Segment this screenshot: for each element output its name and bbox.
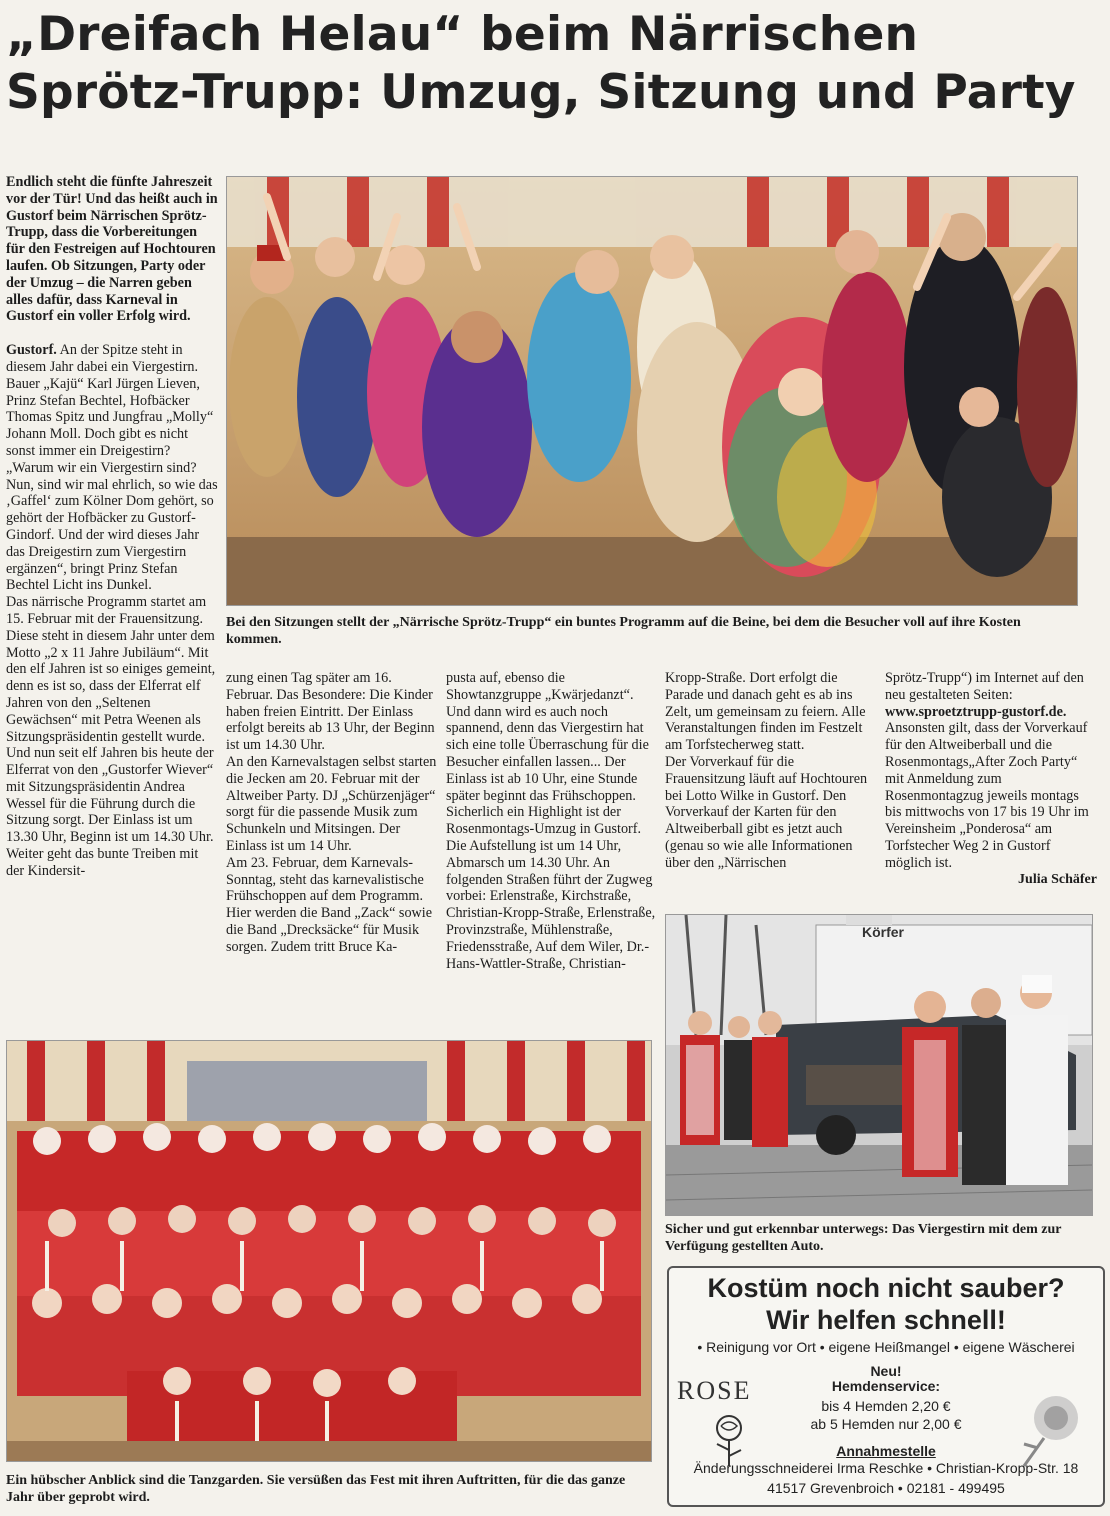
headline [6, 6, 1106, 122]
body-paragraph [6, 342, 218, 594]
tanzgarde-image [7, 1041, 651, 1461]
dance-group-photo [6, 1040, 652, 1462]
ad-price-2: ab 5 Hemden nur 2,00 € [810, 1416, 962, 1432]
car-photo [665, 914, 1093, 1216]
body-paragraph [885, 670, 1097, 872]
author-byline: Julia Schäfer [1018, 871, 1097, 887]
ad-annahmestelle: Annahmestelle [836, 1443, 936, 1459]
ad-services: • Reinigung vor Ort • eigene Heißmangel • eigene Wäscherei [697, 1339, 1075, 1355]
body-paragraph: Sicherlich ein Highlight ist der Rosenmontags-Umzug in Gustorf. Die Aufstellung ist um 14 Uhr, Abmarsch um 14.30 Uhr. An folgenden Straßen führt der Zugweg vorbei: Erlenstraße, Kirchstraße, Christian-Kropp-Straße, Erlenstraße, Provinzstraße, Mühlenstraße, Friedensstraße, Auf dem Wiler, Dr.-Hans-Wattler-Straße, Christian- [446, 804, 656, 972]
body-text: Ansonsten gilt, dass der Vorverkauf für den Altweiberball und die Rosenmontags„After Zoch Party“ mit Anmeldung zum Rosenmontagzug jeweils montags bis mittwochs von 17 bis 19 Uhr im Vereinsheim „Ponderosa“ am Torfstecher Weg 2 in Gustorf möglich ist. [885, 720, 1089, 871]
ad-new-label: Neu! [870, 1363, 902, 1379]
body-paragraph: zung einen Tag später am 16. Februar. Das Besondere: Die Kinder haben freien Eintritt. Der Einlass erfolgt bereits ab 13 Uhr, der Beginn ist um 14.30 Uhr. [226, 670, 435, 754]
dance-photo-caption: Ein hübscher Anblick sind die Tanzgarden. Sie versüßen das Fest mit ihren Auftritten, für die das ganze Jahr über geprobt wird. [6, 1473, 626, 1505]
body-text: An der Spitze steht in diesem Jahr dabei ein Viergestirn. Bauer „Kajü“ Karl Jürgen Lieven, Prinz Stefan Bechtel, Hofbäcker Thomas Spitz und Jungfrau „Molly“ Johann Moll. Doch gibt es nicht sonst immer ein Dreigestirn? „Warum wir ein Viergestirn sind? Nun, sind wir mal ehrlich, so wie das ‚Gaffel‘ zum Kölner Dom gehört, so gehört der Hofbäcker zu Gustorf-Gindorf. Und der wird dieses Jahr das Dreigestirn zum Viergestirn ergänzen“, bringt Prinz Stefan Bechtel Licht ins Dunkel. [6, 342, 218, 594]
body-paragraph: Das närrische Programm startet am 15. Februar mit der Frauensitzung. Diese steht in diesem Jahr unter dem Motto „2 x 11 Jahre Jubiläum“. Mit den elf Jahren ist so einiges gemeint, denn es ist so, dass der Elferrat elf Jahren von den „Seltenen Gewächsen“ mit Petra Weenen als Sitzungspräsidentin gestellt wurde. Und nun seit elf Jahren bis heute der Elferrat von den „Gustorfer Wiever“ mit Sitzungspräsidentin Andrea Wessel für die Führung durch die Sitzung sorgt. Der Einlass ist um 13.30 Uhr, Beginn ist um 14.30 Uhr. Weiter geht das bunte Treiben mit der Kindersit- [6, 594, 216, 879]
car-photo-caption: Sicher und gut erkennbar unterwegs: Das Viergestirn mit dem zur Verfügung gestellten Auto. [665, 1222, 1062, 1254]
dateline: Gustorf. [6, 342, 57, 359]
main-photo-caption: Bei den Sitzungen stellt der „Närrische Sprötz-Trupp“ ein buntes Programm auf die Beine, bei dem die Besucher voll auf ihre Kosten kommen. [226, 615, 1021, 647]
car-sign-text: Körfer [862, 924, 905, 940]
carnival-stage-image [227, 177, 1077, 605]
body-text: Sprötz-Trupp“) im Internet auf den neu gestalteten Seiten: [885, 670, 1084, 703]
ad-address: Änderungsschneiderei Irma Reschke • Christian-Kropp-Str. 18 [693, 1460, 1079, 1476]
article-column-3 [446, 670, 658, 972]
main-photo [226, 176, 1078, 606]
article-column-5 [885, 670, 1097, 888]
viergestirn-car-image [666, 915, 1092, 1215]
headline-line-1: „Dreifach Helau“ beim Närrischen [6, 7, 919, 62]
lead-paragraph: Endlich steht die fünfte Jahreszeit vor der Tür! Und das heißt auch in Gustorf beim Närrischen Sprötz-Trupp, dass die Vorbereitungen für den Festreigen auf Hochtouren laufen. Ob Sitzungen, Party oder der Umzug – die Narren geben alles dafür, dass Karneval in Gustorf ein voller Erfolg wird. [6, 174, 218, 325]
body-paragraph: Der Vorverkauf für die Frauensitzung läuft auf Hochtouren bei Lotto Wilke in Gustorf. Den Vorverkauf der Karten für den Altweiberball gibt es jetzt auch (genau so wie alle Informationen über den „Närrischen [665, 753, 868, 871]
rose-logo: ROSE [677, 1376, 752, 1405]
headline-line-2: Sprötz-Trupp: Umzug, Sitzung und Party [6, 65, 1076, 120]
article-column-1 [6, 174, 218, 880]
body-paragraph: Am 23. Februar, dem Karnevals-Sonntag, steht das karnevalistische Frühschoppen auf dem Programm. Hier werden die Band „Zack“ sowie die Band „Drecksäcke“ für Musik sorgen. Zudem tritt Bruce Ka- [226, 854, 433, 955]
ad-service-label: Hemdenservice: [831, 1378, 941, 1394]
article-column-2 [226, 670, 442, 956]
ad-title-line-1: Kostüm noch nicht sauber? [707, 1273, 1065, 1303]
body-paragraph: An den Karnevalstagen selbst starten die Jecken am 20. Februar mit der Altweiber Party. DJ „Schürzenjäger“ sorgt für die passende Musik zum Schunkeln und Mitsingen. Der Einlass ist um 14 Uhr. [226, 753, 437, 854]
ad-price-1: bis 4 Hemden 2,20 € [821, 1398, 951, 1414]
ad-title-line-2: Wir helfen schnell! [766, 1305, 1006, 1335]
website-url: www.sproetztrupp-gustorf.de. [885, 703, 1067, 720]
ad-new-service [669, 1364, 1103, 1394]
article-column-4 [665, 670, 875, 872]
ad-title [669, 1272, 1103, 1336]
body-paragraph: Kropp-Straße. Dort erfolgt die Parade und danach geht es ab ins Zelt, um gemeinsam zu feiern. Alle Veranstaltungen finden im Festzelt am Torfstecherweg statt. [665, 670, 866, 754]
advertisement [667, 1266, 1105, 1507]
body-paragraph: pusta auf, ebenso die Showtanzgruppe „Kwärjedanzt“. Und dann wird es auch noch spannend, denn das Viergestirn hat sich eine tolle Überraschung für die Besucher einfallen lassen... Der Einlass ist ab 10 Uhr, eine Stunde später beginnt das Frühschoppen. [446, 670, 649, 804]
ad-city-phone: 41517 Grevenbroich • 02181 - 499495 [767, 1480, 1005, 1496]
